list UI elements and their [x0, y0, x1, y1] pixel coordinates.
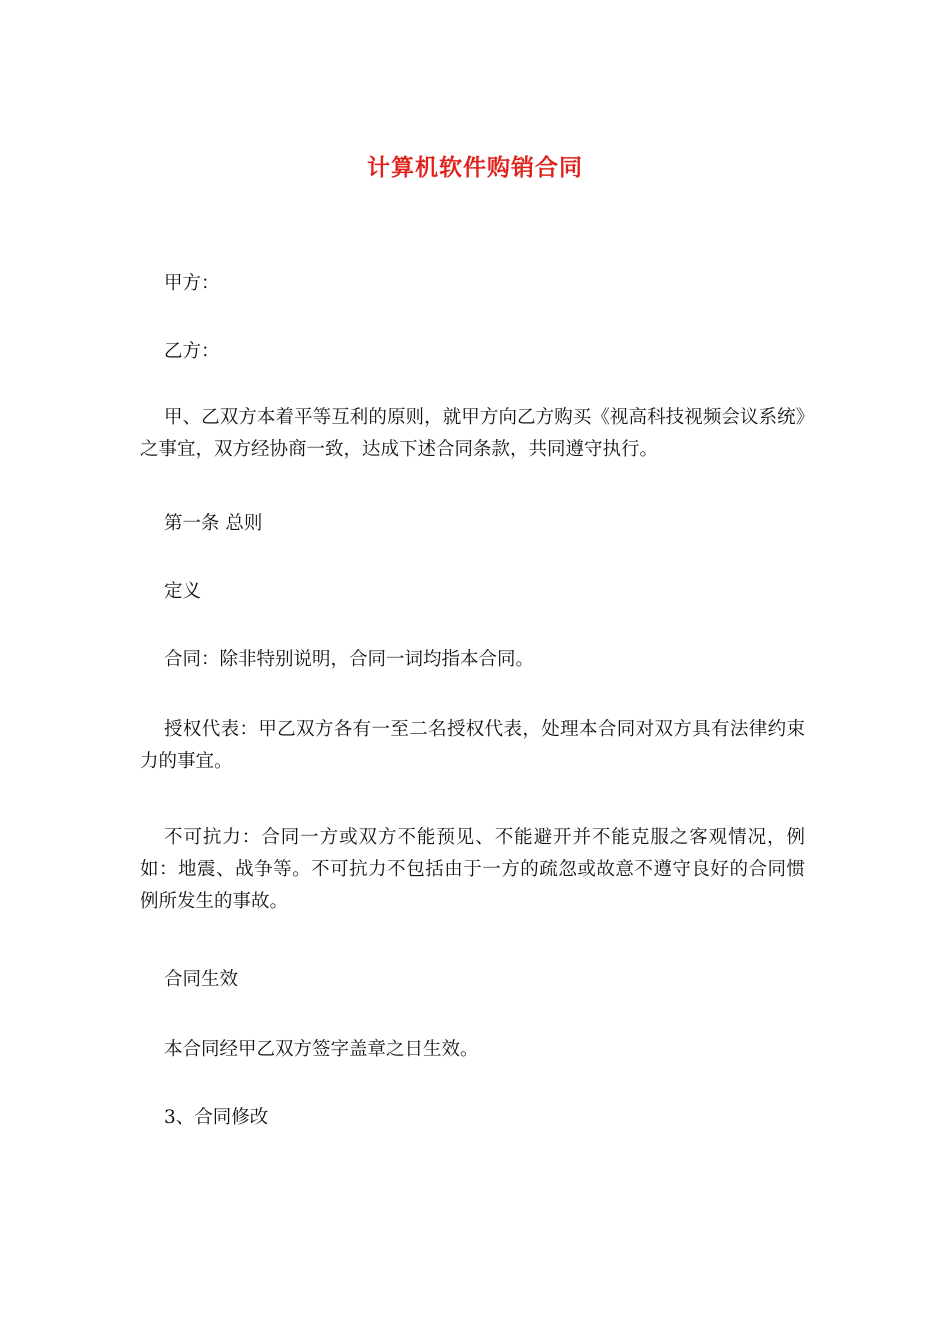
contract-amendment-heading: 3、合同修改 — [164, 1107, 269, 1128]
party-b-line: 乙方： — [164, 341, 220, 362]
contract-effective-heading: 合同生效 — [164, 969, 239, 990]
article-1-heading: 第一条 总则 — [164, 513, 263, 534]
document-title: 计算机软件购销合同 — [367, 154, 583, 181]
preamble-paragraph: 甲、乙双方本着平等互利的原则，就甲方向乙方购买《视高科技视频会议系统》之事宜，双方经协商一致，达成下述合同条款，共同遵守执行。 — [140, 407, 805, 460]
force-majeure-definition: 不可抗力：合同一方或双方不能预见、不能避开并不能克服之客观情况，例如：地震、战争等。不可抗力不包括由于一方的疏忽或故意不遵守良好的合同惯例所发生的事故。 — [140, 827, 805, 912]
party-a-line: 甲方： — [164, 273, 220, 294]
contract-effective-text: 本合同经甲乙双方签字盖章之日生效。 — [164, 1039, 479, 1060]
authorized-representative-definition: 授权代表：甲乙双方各有一至二名授权代表，处理本合同对双方具有法律约束力的事宜。 — [140, 719, 805, 772]
contract-definition: 合同：除非特别说明，合同一词均指本合同。 — [164, 649, 535, 670]
definitions-heading: 定义 — [164, 581, 202, 602]
